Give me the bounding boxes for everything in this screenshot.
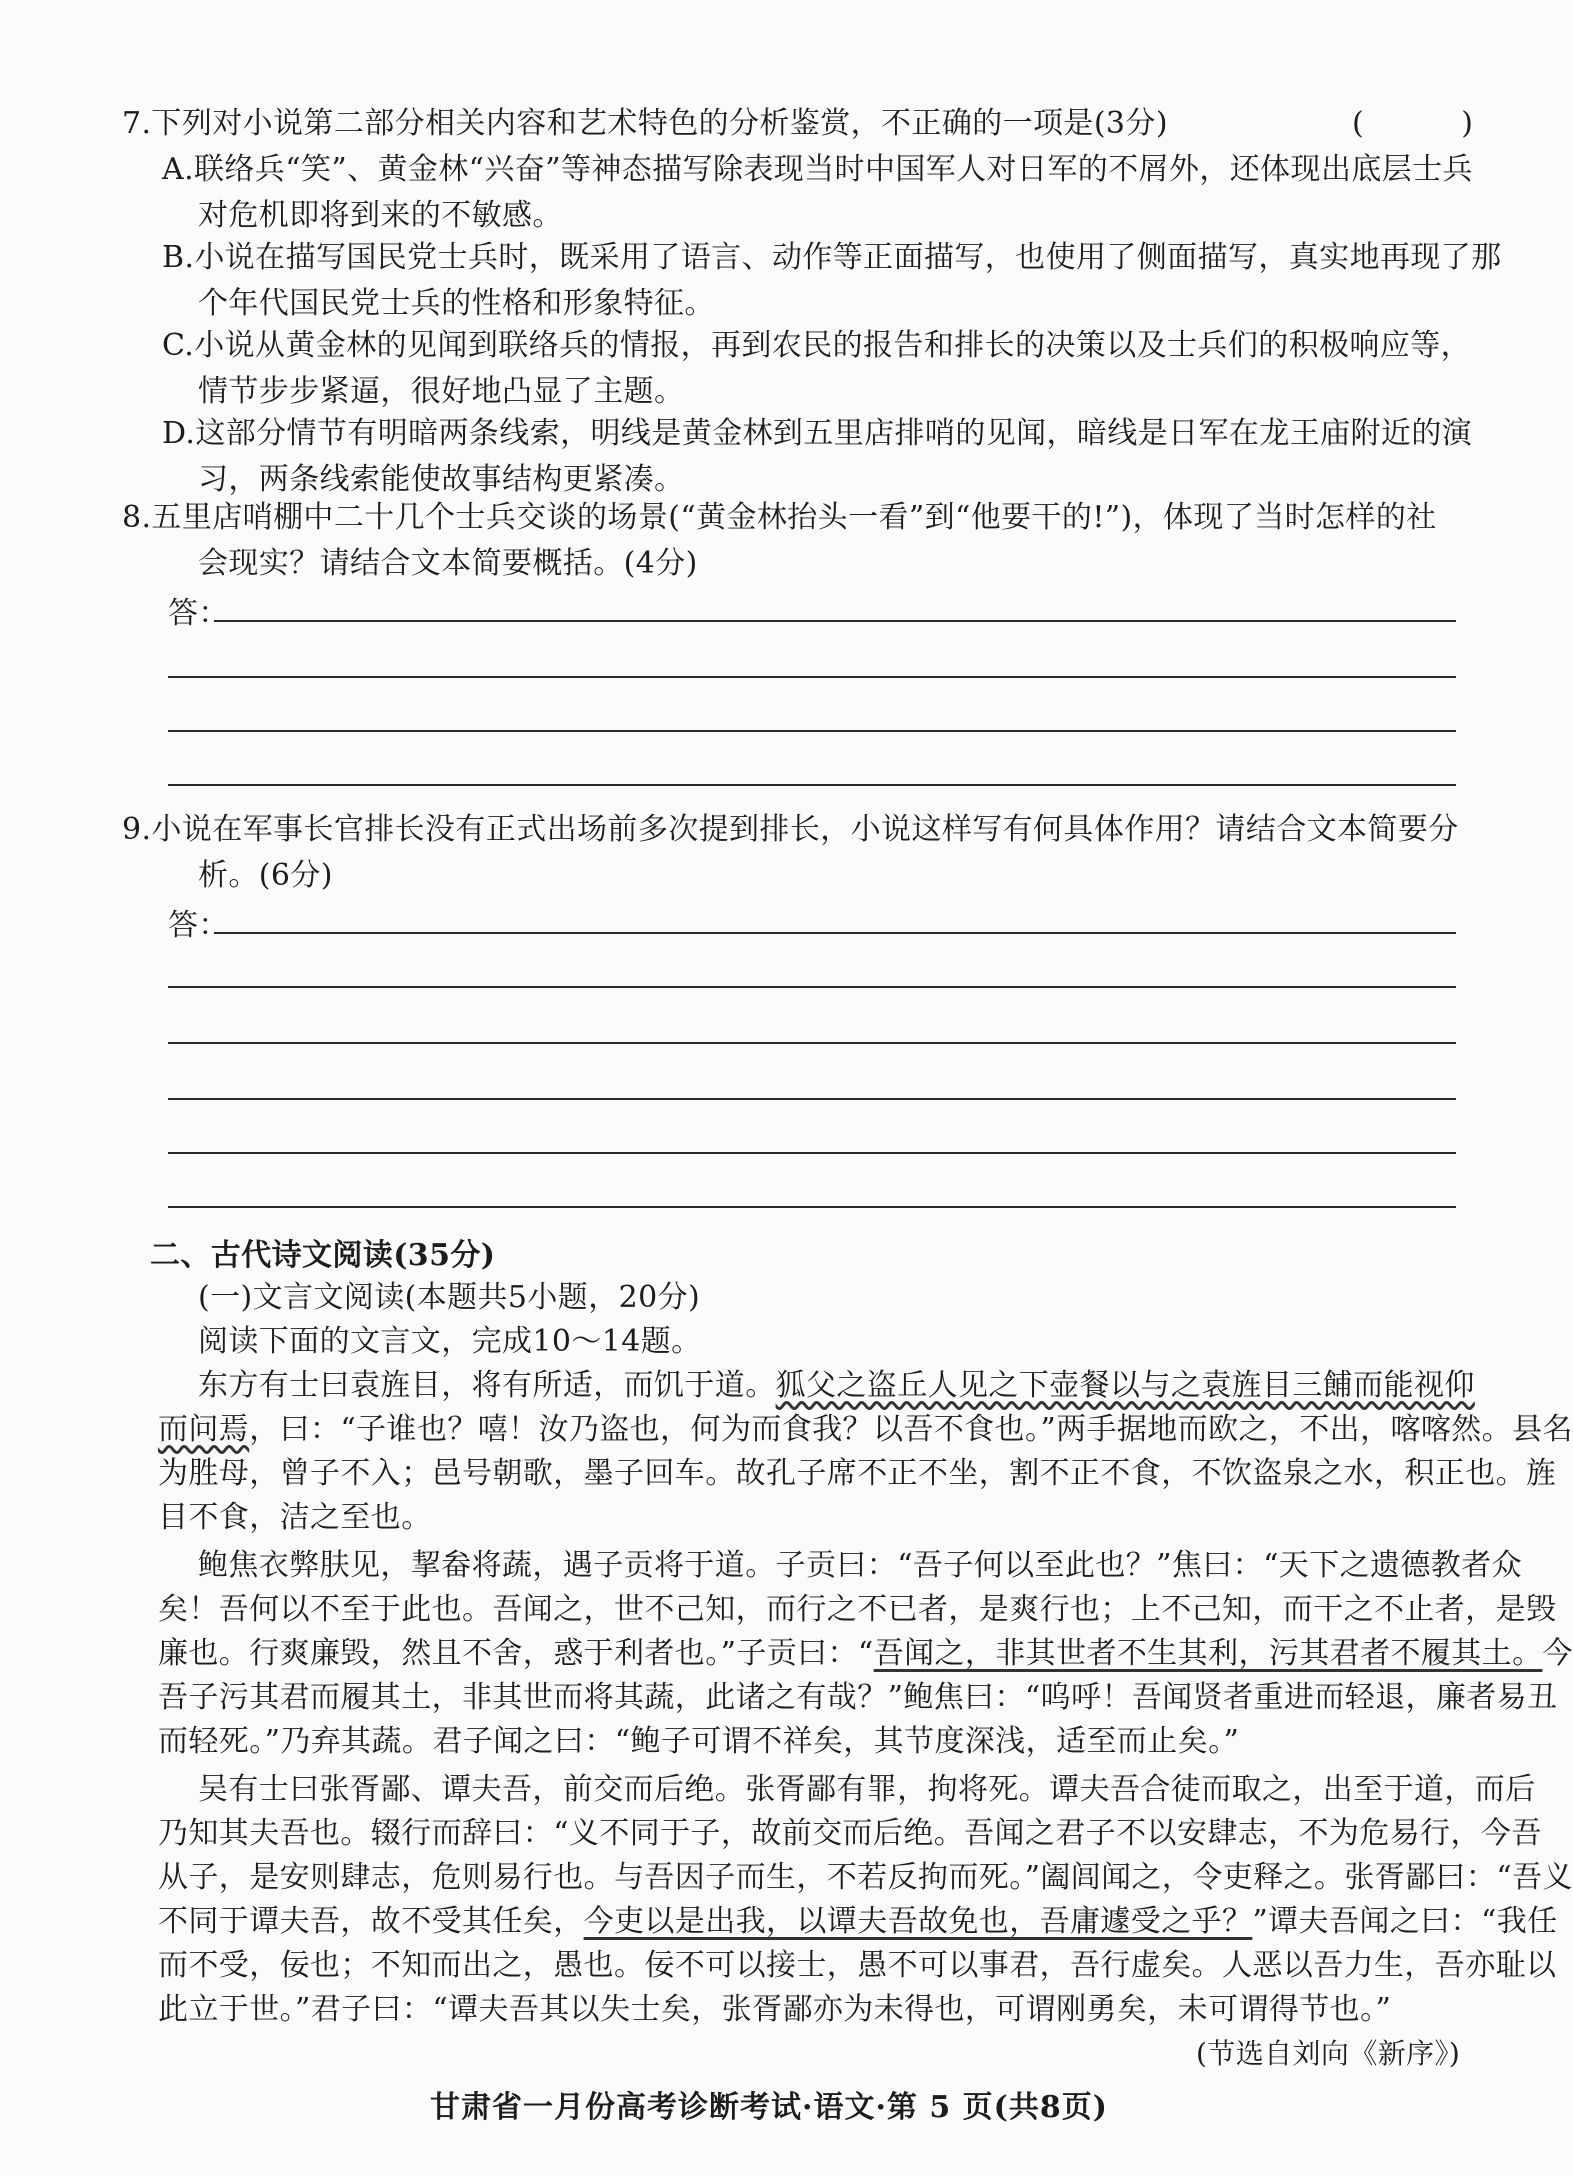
q8-answer-line[interactable]: [214, 620, 1456, 622]
passage-line: 目不食，洁之至也。: [158, 1500, 432, 1535]
passage-line: 矣！吾何以不至于此也。吾闻之，世不己知，而行之不已者，是爽行也；上不己知，而干之不止者，是毁: [158, 1592, 1557, 1627]
q7-stem: 7.下列对小说第二部分相关内容和艺术特色的分析鉴赏，不正确的一项是(3分): [122, 106, 1168, 141]
q7-option-b: B.小说在描写国民党士兵时，既采用了语言、动作等正面描写，也使用了侧面描写，真实地再现了那: [162, 240, 1502, 275]
q8-answer-line[interactable]: [168, 784, 1456, 786]
q7-option-c: C.小说从黄金林的见闻到联络兵的情报，再到农民的报告和排长的决策以及士兵们的积极响应等，: [162, 328, 1472, 363]
passage-line: 此立于世。”君子曰：“谭夫吾其以失士矣，张胥鄙亦为未得也，可谓刚勇矣，未可谓得节也。”: [158, 1992, 1392, 2027]
q8-answer-line[interactable]: [168, 676, 1456, 678]
wavy-underlined-text: 狐父之盗丘人见之下壶餐以与之袁旌目三餔而能视仰: [775, 1368, 1475, 1403]
q8-stem: 8.五里店哨棚中二十几个士兵交谈的场景(“黄金林抬头一看”到“他要干的!”)，体现了当时怎样的社: [122, 500, 1437, 535]
passage-line: 为胜母，曾子不入；邑号朝歌，墨子回车。故孔子席不正不坐，割不正不食，不饮盗泉之水，积正也。旌: [158, 1456, 1557, 1491]
page-footer: 甘肃省一月份高考诊断考试·语文·第 5 页(共8页): [430, 2090, 1108, 2125]
q9-answer-line[interactable]: [168, 1098, 1456, 1100]
passage-line: [158, 1410, 1573, 1450]
q9-answer-label: 答：: [168, 908, 229, 943]
q9-answer-line[interactable]: [168, 1206, 1456, 1208]
q8-stem-cont: 会现实？请结合文本简要概括。(4分): [198, 546, 698, 581]
passage-source: (节选自刘向《新序》): [1196, 2037, 1461, 2070]
q9-answer-line[interactable]: [168, 1042, 1456, 1044]
passage-text: ”谭夫吾闻之曰：“我任: [1252, 1904, 1558, 1939]
passage-line: [158, 1902, 1558, 1942]
q9-stem-cont: 析。(6分): [198, 858, 333, 893]
q7-option-a-cont: 对危机即将到来的不敏感。: [198, 198, 563, 233]
passage-line: [198, 1366, 1475, 1406]
passage-text: 廉也。行爽廉毁，然且不舍，惑于利者也。”子贡曰：“: [158, 1636, 874, 1671]
q7-option-d: D.这部分情节有明暗两条线索，明线是黄金林到五里店排哨的见闻，暗线是日军在龙王庙附近的演: [162, 416, 1473, 451]
q7-option-a: A.联络兵“笑”、黄金林“兴奋”等神态描写除表现当时中国军人对日军的不屑外，还体现出底层士兵: [162, 152, 1473, 187]
passage-text: 东方有士曰袁旌目，将有所适，而饥于道。: [198, 1368, 776, 1403]
passage-line: 吾子污其君而履其土，非其世而将其蔬，此诸之有哉？”鲍焦曰：“呜呼！吾闻贤者重进而轻退，廉者易丑: [158, 1680, 1558, 1715]
passage-text: ，曰：“子谁也？嘻！汝乃盗也，何为而食我？以吾不食也。”两手据地而欧之，不出，喀喀然。县名: [249, 1412, 1573, 1447]
subsection-title: (一)文言文阅读(本题共5小题，20分): [198, 1280, 701, 1315]
passage-line: 而不受，佞也；不知而出之，愚也。佞不可以接士，愚不可以事君，吾行虚矣。人恶以吾力生，吾亦耻以: [158, 1948, 1557, 1983]
q7-answer-bracket: ( ): [1352, 106, 1517, 141]
passage-line: 鲍焦衣弊肤见，挈畚将蔬，遇子贡将于道。子贡曰：“吾子何以至此也？”焦曰：“天下之遗德教者众: [198, 1548, 1523, 1583]
q9-answer-line[interactable]: [168, 1152, 1456, 1154]
passage-text: 不同于谭夫吾，故不受其任矣，: [158, 1904, 584, 1939]
q9-answer-line[interactable]: [168, 986, 1456, 988]
section-title: 二、古代诗文阅读(35分): [150, 1238, 496, 1273]
passage-line: 而轻死。”乃弃其蔬。君子闻之曰：“鲍子可谓不祥矣，其节度深浅，适至而止矣。”: [158, 1724, 1240, 1759]
passage-line: 吴有士曰张胥鄙、谭夫吾，前交而后绝。张胥鄙有罪，拘将死。谭夫吾合徒而取之，出至于道，而后: [198, 1772, 1536, 1807]
underlined-sentence: 今吏以是出我，以谭夫吾故免也，吾庸遽受之乎？: [583, 1904, 1253, 1939]
passage-line: [158, 1634, 1573, 1674]
passage-line: 从子，是安则肆志，危则易行也。与吾因子而生，不若反拘而死。”阖闾闻之，令吏释之。张胥鄙曰：“吾义: [158, 1860, 1573, 1895]
q9-stem: 9.小说在军事长官排长没有正式出场前多次提到排长，小说这样写有何具体作用？请结合文本简要分: [122, 812, 1459, 847]
q8-answer-line[interactable]: [168, 730, 1456, 732]
passage-instructions: 阅读下面的文言文，完成10～14题。: [198, 1324, 702, 1359]
passage-text: 今: [1542, 1636, 1573, 1671]
underlined-sentence: 吾闻之，非其世者不生其利，污其君者不履其土。: [873, 1636, 1543, 1671]
q8-answer-label: 答：: [168, 596, 229, 631]
q7-option-d-cont: 习，两条线索能使故事结构更紧凑。: [198, 462, 685, 497]
q9-answer-line[interactable]: [214, 932, 1456, 934]
wavy-underlined-text: 而问焉: [158, 1412, 250, 1447]
q7-option-c-cont: 情节步步紧逼，很好地凸显了主题。: [198, 374, 685, 409]
q7-option-b-cont: 个年代国民党士兵的性格和形象特征。: [198, 286, 715, 321]
passage-line: 乃知其夫吾也。辍行而辞曰：“义不同于子，故前交而后绝。吾闻之君子不以安肆志，不为危易行，今吾: [158, 1816, 1542, 1851]
